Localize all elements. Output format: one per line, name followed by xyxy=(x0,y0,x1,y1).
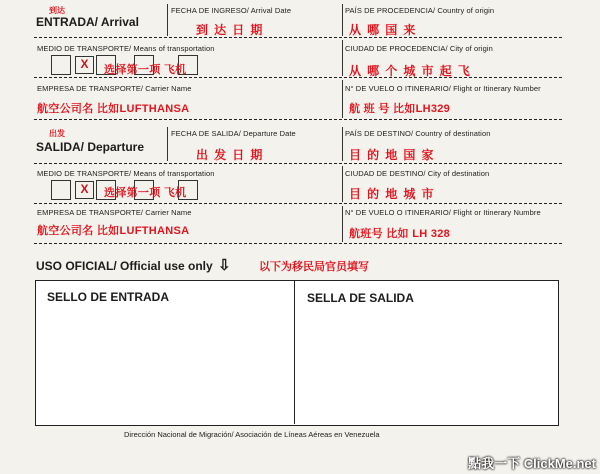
stamp-divider xyxy=(294,281,295,424)
entry-stamp-label: SELLO DE ENTRADA xyxy=(47,290,170,304)
origin-country-value: 从 哪 国 来 xyxy=(349,23,417,37)
divider xyxy=(342,40,343,76)
divider xyxy=(167,127,168,161)
departure-carrier-value: 航空公司名 比如LUFTHANSA xyxy=(37,225,190,237)
field-line xyxy=(34,203,562,204)
departure-transport-label: MEDIO DE TRANSPORTE/ Means of transportation xyxy=(37,169,215,178)
dest-country-value: 目 的 地 国 家 xyxy=(349,148,435,162)
arrival-transport-box-1[interactable] xyxy=(51,55,71,75)
departure-flight-label: N° DE VUELO O ITINERARIO/ Flight or Itinerary Numbre xyxy=(345,208,541,217)
departure-transport-note: 选择第一项 飞机 xyxy=(104,187,187,199)
dest-country-label: PAÍS DE DESTINO/ Country of destination xyxy=(345,129,491,138)
divider xyxy=(342,80,343,118)
arrival-date-label: FECHA DE INGRESO/ Arrival Date xyxy=(171,6,292,15)
origin-city-label: CIUDAD DE PROCEDENCIA/ City of origin xyxy=(345,44,493,53)
arrival-flight-value: 航 班 号 比如LH329 xyxy=(349,103,451,115)
divider xyxy=(342,127,343,161)
field-line xyxy=(34,77,562,78)
origin-city-value: 从 哪 个 城 市 起 飞 xyxy=(349,64,472,78)
departure-date-value: 出 发 日 期 xyxy=(196,148,264,162)
arrival-transport-note: 选择第一项 飞机 xyxy=(104,64,187,76)
arrival-title: ENTRADA/ Arrival xyxy=(36,15,139,29)
field-line xyxy=(34,119,562,120)
arrival-transport-box-air[interactable]: X xyxy=(75,56,94,74)
official-note: 以下为移民局官员填写 xyxy=(259,261,369,273)
divider xyxy=(342,4,343,36)
field-line xyxy=(34,243,562,244)
departure-note: 出发 xyxy=(49,129,65,138)
departure-carrier-label: EMPRESA DE TRANSPORTE/ Carrier Name xyxy=(37,208,192,217)
origin-country-label: PAÍS DE PROCEDENCIA/ Country of origin xyxy=(345,6,495,15)
arrival-note: 到达 xyxy=(49,6,65,15)
exit-stamp-label: SELLA DE SALIDA xyxy=(307,291,414,305)
departure-date-label: FECHA DE SALIDA/ Departure Date xyxy=(171,129,296,138)
departure-transport-box-air[interactable]: X xyxy=(75,181,94,199)
watermark: 點我一下 ClickMe.net xyxy=(468,456,596,471)
divider xyxy=(342,166,343,202)
field-line xyxy=(34,37,562,38)
official-title xyxy=(36,256,231,274)
departure-flight-value: 航班号 比如 LH 328 xyxy=(349,228,451,240)
field-line xyxy=(34,163,562,164)
divider xyxy=(167,4,168,36)
arrival-date-value: 到 达 日 期 xyxy=(196,23,264,37)
arrival-carrier-label: EMPRESA DE TRANSPORTE/ Carrier Name xyxy=(37,84,192,93)
dest-city-value: 目 的 地 城 市 xyxy=(349,187,435,201)
arrival-transport-label: MEDIO DE TRANSPORTE/ Means of transportation xyxy=(37,44,215,53)
footer-text: Dirección Nacional de Migración/ Asociación de Líneas Aéreas en Venezuela xyxy=(124,430,380,439)
arrival-carrier-value: 航空公司名 比如LUFTHANSA xyxy=(37,103,190,115)
divider xyxy=(342,206,343,242)
arrival-flight-label: N° DE VUELO O ITINERARIO/ Flight or Itinerary Number xyxy=(345,84,541,93)
dest-city-label: CIUDAD DE DESTINO/ City of destination xyxy=(345,169,490,178)
departure-title: SALIDA/ Departure xyxy=(36,140,145,154)
down-arrow-icon: ⇩ xyxy=(218,257,231,274)
official-title-text: USO OFICIAL/ Official use only xyxy=(36,259,213,273)
departure-transport-box-1[interactable] xyxy=(51,180,71,200)
